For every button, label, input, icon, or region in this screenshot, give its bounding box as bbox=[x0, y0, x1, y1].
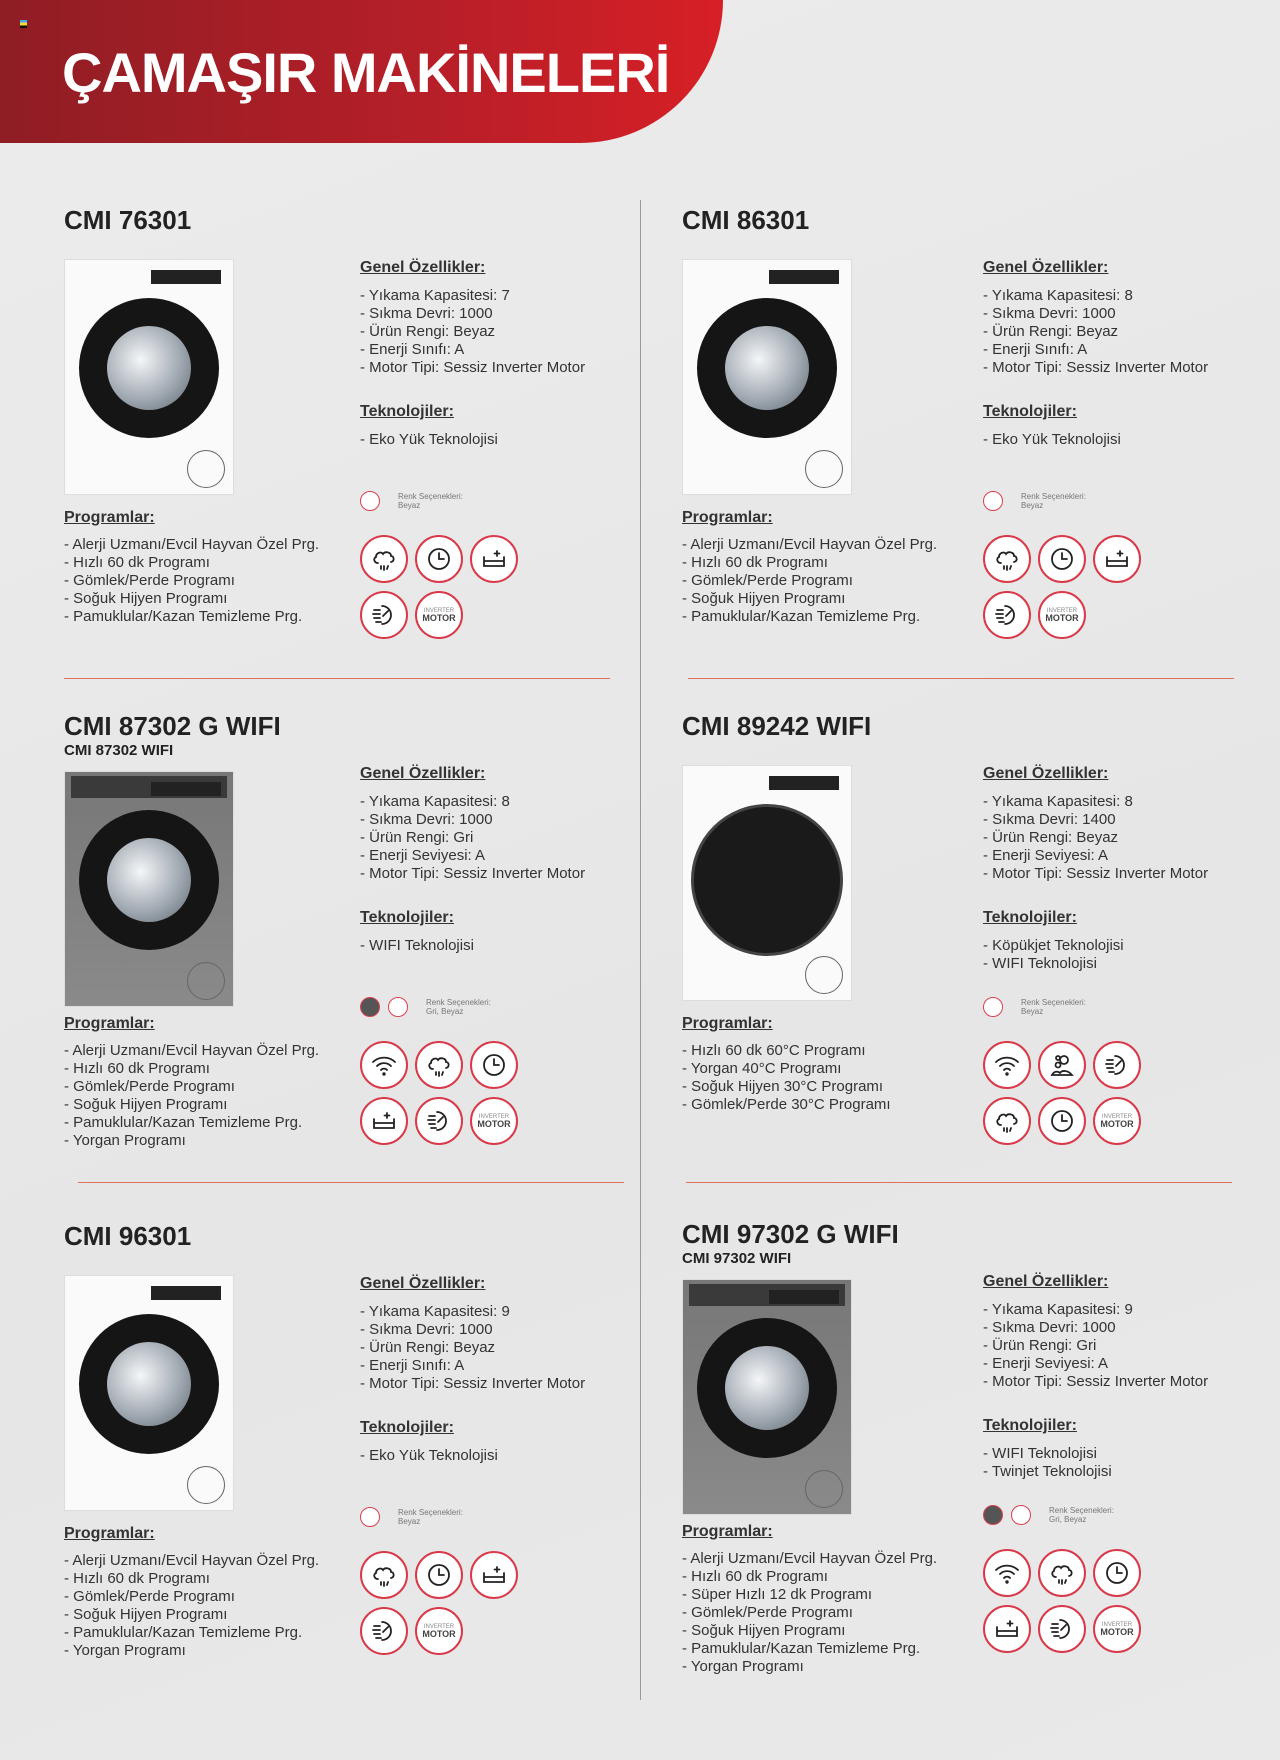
technology-item: - Eko Yük Teknolojisi bbox=[983, 431, 1121, 448]
spec-item: - Motor Tipi: Sessiz Inverter Motor bbox=[360, 359, 586, 376]
color-options bbox=[360, 1507, 463, 1527]
eco-load-icon bbox=[1093, 535, 1141, 583]
clock-icon bbox=[470, 1041, 518, 1089]
spec-item: - Enerji Sınıfı: A bbox=[360, 1357, 465, 1374]
spec-item: - Yıkama Kapasitesi: 7 bbox=[360, 287, 510, 304]
program-item: - Pamuklular/Kazan Temizleme Prg. bbox=[64, 1624, 303, 1641]
product-card bbox=[682, 1219, 1242, 1719]
spec-item: - Sıkma Devri: 1000 bbox=[983, 305, 1116, 322]
technologies-heading: Teknolojiler: bbox=[983, 1417, 1077, 1434]
inverter-text: INVERTER bbox=[1101, 1622, 1133, 1628]
speed-icon bbox=[983, 591, 1031, 639]
clock-icon bbox=[1093, 1549, 1141, 1597]
program-item: - Alerji Uzmanı/Evcil Hayvan Özel Prg. bbox=[682, 1550, 938, 1567]
technologies-list bbox=[360, 1447, 498, 1465]
product-subtitle: CMI 87302 WIFI bbox=[64, 742, 174, 759]
control-panel bbox=[689, 770, 845, 792]
program-item: - Pamuklular/Kazan Temizleme Prg. bbox=[682, 608, 921, 625]
technology-item: - Eko Yük Teknolojisi bbox=[360, 1447, 498, 1464]
inverter-motor-icon bbox=[1038, 591, 1086, 639]
product-card bbox=[64, 711, 624, 1211]
color-options-value: Beyaz bbox=[1021, 1007, 1044, 1016]
programs-heading: Programlar: bbox=[682, 1523, 773, 1540]
print-color-mark bbox=[20, 20, 27, 28]
technologies-list bbox=[360, 937, 474, 955]
wifi-icon bbox=[983, 1041, 1031, 1089]
clock-icon bbox=[1038, 535, 1086, 583]
motor-text: MOTOR bbox=[1100, 1119, 1134, 1129]
product-card bbox=[682, 711, 1242, 1211]
program-item: - Alerji Uzmanı/Evcil Hayvan Özel Prg. bbox=[64, 1552, 320, 1569]
spec-item: - Enerji Seviyesi: A bbox=[360, 847, 486, 864]
drain-cover bbox=[187, 962, 225, 1000]
specs-heading: Genel Özellikler: bbox=[983, 1273, 1109, 1290]
programs-heading: Programlar: bbox=[64, 1015, 155, 1032]
motor-text: MOTOR bbox=[477, 1119, 511, 1129]
spec-item: - Sıkma Devri: 1000 bbox=[360, 811, 493, 828]
program-item: - Soğuk Hijyen Programı bbox=[64, 1606, 228, 1623]
door-glass bbox=[107, 838, 191, 922]
program-item: - Gömlek/Perde Programı bbox=[682, 572, 853, 589]
specs-list bbox=[983, 793, 1208, 883]
spec-item: - Ürün Rengi: Beyaz bbox=[983, 323, 1119, 340]
product-card bbox=[64, 205, 624, 705]
specs-heading: Genel Özellikler: bbox=[360, 259, 486, 276]
product-image bbox=[682, 259, 852, 495]
program-item: - Hızlı 60 dk Programı bbox=[64, 1060, 210, 1077]
display bbox=[769, 270, 839, 284]
program-item: - Gömlek/Perde Programı bbox=[64, 572, 235, 589]
inverter-text: INVERTER bbox=[1046, 608, 1078, 614]
inverter-motor-label bbox=[477, 1114, 510, 1128]
program-item: - Yorgan 40°C Programı bbox=[682, 1060, 842, 1077]
steam-cloud-icon bbox=[983, 535, 1031, 583]
door bbox=[697, 298, 837, 438]
speed-icon bbox=[360, 591, 408, 639]
program-item: - Hızlı 60 dk Programı bbox=[64, 1570, 210, 1587]
color-options-value: Gri, Beyaz bbox=[426, 1007, 464, 1016]
technologies-list bbox=[983, 431, 1121, 449]
color-options-title: Renk Seçenekleri: bbox=[1021, 492, 1086, 501]
display bbox=[769, 776, 839, 790]
technologies-heading: Teknolojiler: bbox=[983, 403, 1077, 420]
color-options-label bbox=[1021, 492, 1086, 510]
programs-list bbox=[64, 1042, 319, 1150]
control-panel bbox=[689, 264, 845, 286]
color-options-label bbox=[426, 998, 491, 1016]
inverter-motor-label bbox=[422, 1624, 455, 1638]
color-options-value: Gri, Beyaz bbox=[1049, 1515, 1087, 1524]
technology-item: - WIFI Teknolojisi bbox=[360, 937, 474, 954]
product-name: CMI 97302 G WIFI bbox=[682, 1219, 899, 1249]
product-name: CMI 89242 WIFI bbox=[682, 711, 872, 741]
motor-text: MOTOR bbox=[422, 613, 456, 623]
specs-list bbox=[983, 1301, 1208, 1391]
motor-text: MOTOR bbox=[422, 1629, 456, 1639]
technologies-list bbox=[983, 937, 1124, 973]
spec-item: - Sıkma Devri: 1000 bbox=[983, 1319, 1116, 1336]
spec-item: - Enerji Seviyesi: A bbox=[983, 1355, 1109, 1372]
drain-cover bbox=[187, 1466, 225, 1504]
color-options-title: Renk Seçenekleri: bbox=[398, 492, 463, 501]
programs-heading: Programlar: bbox=[64, 1525, 155, 1542]
feature-icons bbox=[983, 1041, 1141, 1145]
steam-cloud-icon bbox=[360, 535, 408, 583]
inverter-motor-icon bbox=[1093, 1605, 1141, 1653]
spec-item: - Motor Tipi: Sessiz Inverter Motor bbox=[360, 865, 586, 882]
product-card bbox=[682, 205, 1242, 705]
color-options-label bbox=[398, 492, 463, 510]
program-item: - Soğuk Hijyen Programı bbox=[64, 590, 228, 607]
display bbox=[151, 782, 221, 796]
spec-item: - Sıkma Devri: 1000 bbox=[360, 305, 493, 322]
control-panel bbox=[689, 1284, 845, 1306]
spec-item: - Yıkama Kapasitesi: 9 bbox=[360, 1303, 510, 1320]
technology-item: - WIFI Teknolojisi bbox=[983, 955, 1097, 972]
wifi-icon bbox=[983, 1549, 1031, 1597]
program-item: - Soğuk Hijyen Programı bbox=[682, 1622, 846, 1639]
specs-list bbox=[360, 1303, 585, 1393]
programs-list bbox=[64, 536, 319, 626]
technology-item: - Köpükjet Teknolojisi bbox=[983, 937, 1124, 954]
programs-heading: Programlar: bbox=[64, 509, 155, 526]
color-swatch-white[interactable] bbox=[360, 1507, 380, 1527]
product-image bbox=[682, 765, 852, 1001]
program-item: - Soğuk Hijyen 30°C Programı bbox=[682, 1078, 884, 1095]
program-item: - Alerji Uzmanı/Evcil Hayvan Özel Prg. bbox=[682, 536, 938, 553]
clock-icon bbox=[415, 535, 463, 583]
steam-cloud-icon bbox=[1038, 1549, 1086, 1597]
program-item: - Gömlek/Perde 30°C Programı bbox=[682, 1096, 891, 1113]
door bbox=[79, 298, 219, 438]
product-name: CMI 87302 G WIFI bbox=[64, 711, 281, 741]
wifi-icon bbox=[360, 1041, 408, 1089]
page-title: ÇAMAŞIR MAKİNELERİ bbox=[62, 41, 670, 104]
product-name: CMI 86301 bbox=[682, 205, 810, 235]
clock-icon bbox=[1038, 1097, 1086, 1145]
program-item: - Pamuklular/Kazan Temizleme Prg. bbox=[64, 1114, 303, 1131]
door-glass bbox=[107, 326, 191, 410]
feature-icons bbox=[983, 535, 1141, 639]
spec-item: - Enerji Sınıfı: A bbox=[983, 341, 1088, 358]
steam-cloud-icon bbox=[983, 1097, 1031, 1145]
drain-cover bbox=[805, 450, 843, 488]
technologies-heading: Teknolojiler: bbox=[360, 1419, 454, 1436]
color-options bbox=[360, 491, 463, 511]
product-image bbox=[64, 1275, 234, 1511]
color-options bbox=[983, 997, 1086, 1017]
door-glass bbox=[107, 1342, 191, 1426]
program-item: - Yorgan Programı bbox=[64, 1642, 186, 1659]
steam-cloud-icon bbox=[415, 1041, 463, 1089]
inverter-motor-label bbox=[1100, 1622, 1133, 1636]
inverter-motor-label bbox=[422, 608, 455, 622]
inverter-motor-icon bbox=[415, 591, 463, 639]
inverter-motor-icon bbox=[470, 1097, 518, 1145]
inverter-motor-label bbox=[1045, 608, 1078, 622]
color-options-label bbox=[398, 1508, 463, 1526]
drain-cover bbox=[805, 956, 843, 994]
color-options-label bbox=[1049, 1506, 1114, 1524]
technology-item: - Twinjet Teknolojisi bbox=[983, 1463, 1112, 1480]
product-card bbox=[64, 1221, 624, 1721]
door-glass bbox=[725, 1346, 809, 1430]
color-swatch-white[interactable] bbox=[360, 491, 380, 511]
spec-item: - Yıkama Kapasitesi: 8 bbox=[983, 793, 1133, 810]
clock-icon bbox=[415, 1551, 463, 1599]
color-swatch-gray[interactable] bbox=[983, 1505, 1003, 1525]
technologies-heading: Teknolojiler: bbox=[360, 909, 454, 926]
door bbox=[79, 810, 219, 950]
program-item: - Alerji Uzmanı/Evcil Hayvan Özel Prg. bbox=[64, 536, 320, 553]
drain-cover bbox=[187, 450, 225, 488]
program-item: - Hızlı 60 dk Programı bbox=[682, 1568, 828, 1585]
specs-list bbox=[360, 287, 585, 377]
color-swatch-white[interactable] bbox=[388, 997, 408, 1017]
page-header bbox=[0, 0, 723, 143]
programs-list bbox=[682, 1042, 891, 1114]
spec-item: - Sıkma Devri: 1000 bbox=[360, 1321, 493, 1338]
inverter-text: INVERTER bbox=[423, 608, 455, 614]
door-glass bbox=[725, 326, 809, 410]
color-options-title: Renk Seçenekleri: bbox=[1049, 1506, 1114, 1515]
inverter-text: INVERTER bbox=[423, 1624, 455, 1630]
spec-item: - Yıkama Kapasitesi: 9 bbox=[983, 1301, 1133, 1318]
column-divider bbox=[640, 200, 641, 1700]
spec-item: - Motor Tipi: Sessiz Inverter Motor bbox=[983, 359, 1209, 376]
color-options bbox=[983, 491, 1086, 511]
technology-item: - WIFI Teknolojisi bbox=[983, 1445, 1097, 1462]
foam-icon bbox=[1038, 1041, 1086, 1089]
program-item: - Hızlı 60 dk Programı bbox=[64, 554, 210, 571]
door bbox=[691, 804, 843, 956]
inverter-motor-icon bbox=[1093, 1097, 1141, 1145]
technologies-heading: Teknolojiler: bbox=[983, 909, 1077, 926]
spec-item: - Ürün Rengi: Beyaz bbox=[360, 1339, 496, 1356]
color-options-value: Beyaz bbox=[1021, 501, 1044, 510]
speed-icon bbox=[1038, 1605, 1086, 1653]
program-item: - Pamuklular/Kazan Temizleme Prg. bbox=[682, 1640, 921, 1657]
specs-heading: Genel Özellikler: bbox=[360, 765, 486, 782]
program-item: - Soğuk Hijyen Programı bbox=[64, 1096, 228, 1113]
display bbox=[151, 1286, 221, 1300]
door bbox=[697, 1318, 837, 1458]
spec-item: - Sıkma Devri: 1400 bbox=[983, 811, 1116, 828]
eco-load-icon bbox=[360, 1097, 408, 1145]
spec-item: - Motor Tipi: Sessiz Inverter Motor bbox=[983, 865, 1209, 882]
motor-text: MOTOR bbox=[1100, 1627, 1134, 1637]
product-name: CMI 76301 bbox=[64, 205, 192, 235]
color-options-value: Beyaz bbox=[398, 1517, 421, 1526]
eco-load-icon bbox=[983, 1605, 1031, 1653]
program-item: - Soğuk Hijyen Programı bbox=[682, 590, 846, 607]
spec-item: - Yıkama Kapasitesi: 8 bbox=[360, 793, 510, 810]
program-item: - Hızlı 60 dk 60°C Programı bbox=[682, 1042, 866, 1059]
technologies-heading: Teknolojiler: bbox=[360, 403, 454, 420]
color-options-label bbox=[1021, 998, 1086, 1016]
steam-cloud-icon bbox=[360, 1551, 408, 1599]
programs-list bbox=[64, 1552, 319, 1660]
program-item: - Gömlek/Perde Programı bbox=[64, 1588, 235, 1605]
program-item: - Gömlek/Perde Programı bbox=[682, 1604, 853, 1621]
spec-item: - Motor Tipi: Sessiz Inverter Motor bbox=[983, 1373, 1209, 1390]
color-swatch-white[interactable] bbox=[983, 997, 1003, 1017]
spec-item: - Enerji Seviyesi: A bbox=[983, 847, 1109, 864]
specs-list bbox=[983, 287, 1208, 377]
color-options-title: Renk Seçenekleri: bbox=[1021, 998, 1086, 1007]
program-item: - Hızlı 60 dk Programı bbox=[682, 554, 828, 571]
eco-load-icon bbox=[470, 535, 518, 583]
color-options-value: Beyaz bbox=[398, 501, 421, 510]
control-panel bbox=[71, 776, 227, 798]
feature-icons bbox=[360, 1551, 518, 1655]
spec-item: - Enerji Sınıfı: A bbox=[360, 341, 465, 358]
program-item: - Alerji Uzmanı/Evcil Hayvan Özel Prg. bbox=[64, 1042, 320, 1059]
specs-heading: Genel Özellikler: bbox=[983, 765, 1109, 782]
program-item: - Pamuklular/Kazan Temizleme Prg. bbox=[64, 608, 303, 625]
color-options bbox=[983, 1505, 1114, 1525]
programs-list bbox=[682, 536, 937, 626]
specs-heading: Genel Özellikler: bbox=[360, 1275, 486, 1292]
spec-item: - Ürün Rengi: Gri bbox=[983, 1337, 1097, 1354]
programs-list bbox=[682, 1550, 937, 1676]
inverter-motor-icon bbox=[415, 1607, 463, 1655]
spec-item: - Ürün Rengi: Gri bbox=[360, 829, 474, 846]
technology-item: - Eko Yük Teknolojisi bbox=[360, 431, 498, 448]
speed-icon bbox=[415, 1097, 463, 1145]
programs-heading: Programlar: bbox=[682, 1015, 773, 1032]
speed-icon bbox=[1093, 1041, 1141, 1089]
programs-heading: Programlar: bbox=[682, 509, 773, 526]
display bbox=[769, 1290, 839, 1304]
feature-icons bbox=[360, 535, 518, 639]
drain-cover bbox=[805, 1470, 843, 1508]
eco-load-icon bbox=[470, 1551, 518, 1599]
display bbox=[151, 270, 221, 284]
inverter-text: INVERTER bbox=[1101, 1114, 1133, 1120]
color-swatch-gray[interactable] bbox=[360, 997, 380, 1017]
specs-list bbox=[360, 793, 585, 883]
motor-text: MOTOR bbox=[1045, 613, 1079, 623]
speed-icon bbox=[360, 1607, 408, 1655]
color-options-title: Renk Seçenekleri: bbox=[398, 1508, 463, 1517]
program-item: - Süper Hızlı 12 dk Programı bbox=[682, 1586, 873, 1603]
control-panel bbox=[71, 1280, 227, 1302]
product-subtitle: CMI 97302 WIFI bbox=[682, 1250, 792, 1267]
product-image bbox=[64, 771, 234, 1007]
color-swatch-white[interactable] bbox=[1011, 1505, 1031, 1525]
color-swatch-white[interactable] bbox=[983, 491, 1003, 511]
technologies-list bbox=[983, 1445, 1112, 1481]
program-item: - Yorgan Programı bbox=[64, 1132, 186, 1149]
inverter-motor-label bbox=[1100, 1114, 1133, 1128]
door bbox=[79, 1314, 219, 1454]
spec-item: - Yıkama Kapasitesi: 8 bbox=[983, 287, 1133, 304]
spec-item: - Ürün Rengi: Beyaz bbox=[360, 323, 496, 340]
technologies-list bbox=[360, 431, 498, 449]
product-image bbox=[64, 259, 234, 495]
color-options bbox=[360, 997, 491, 1017]
spec-item: - Motor Tipi: Sessiz Inverter Motor bbox=[360, 1375, 586, 1392]
control-panel bbox=[71, 264, 227, 286]
color-options-title: Renk Seçenekleri: bbox=[426, 998, 491, 1007]
inverter-text: INVERTER bbox=[478, 1114, 510, 1120]
product-image bbox=[682, 1279, 852, 1515]
spec-item: - Ürün Rengi: Beyaz bbox=[983, 829, 1119, 846]
feature-icons bbox=[360, 1041, 518, 1145]
product-name: CMI 96301 bbox=[64, 1221, 192, 1251]
program-item: - Yorgan Programı bbox=[682, 1658, 804, 1675]
program-item: - Gömlek/Perde Programı bbox=[64, 1078, 235, 1095]
specs-heading: Genel Özellikler: bbox=[983, 259, 1109, 276]
feature-icons bbox=[983, 1549, 1141, 1653]
